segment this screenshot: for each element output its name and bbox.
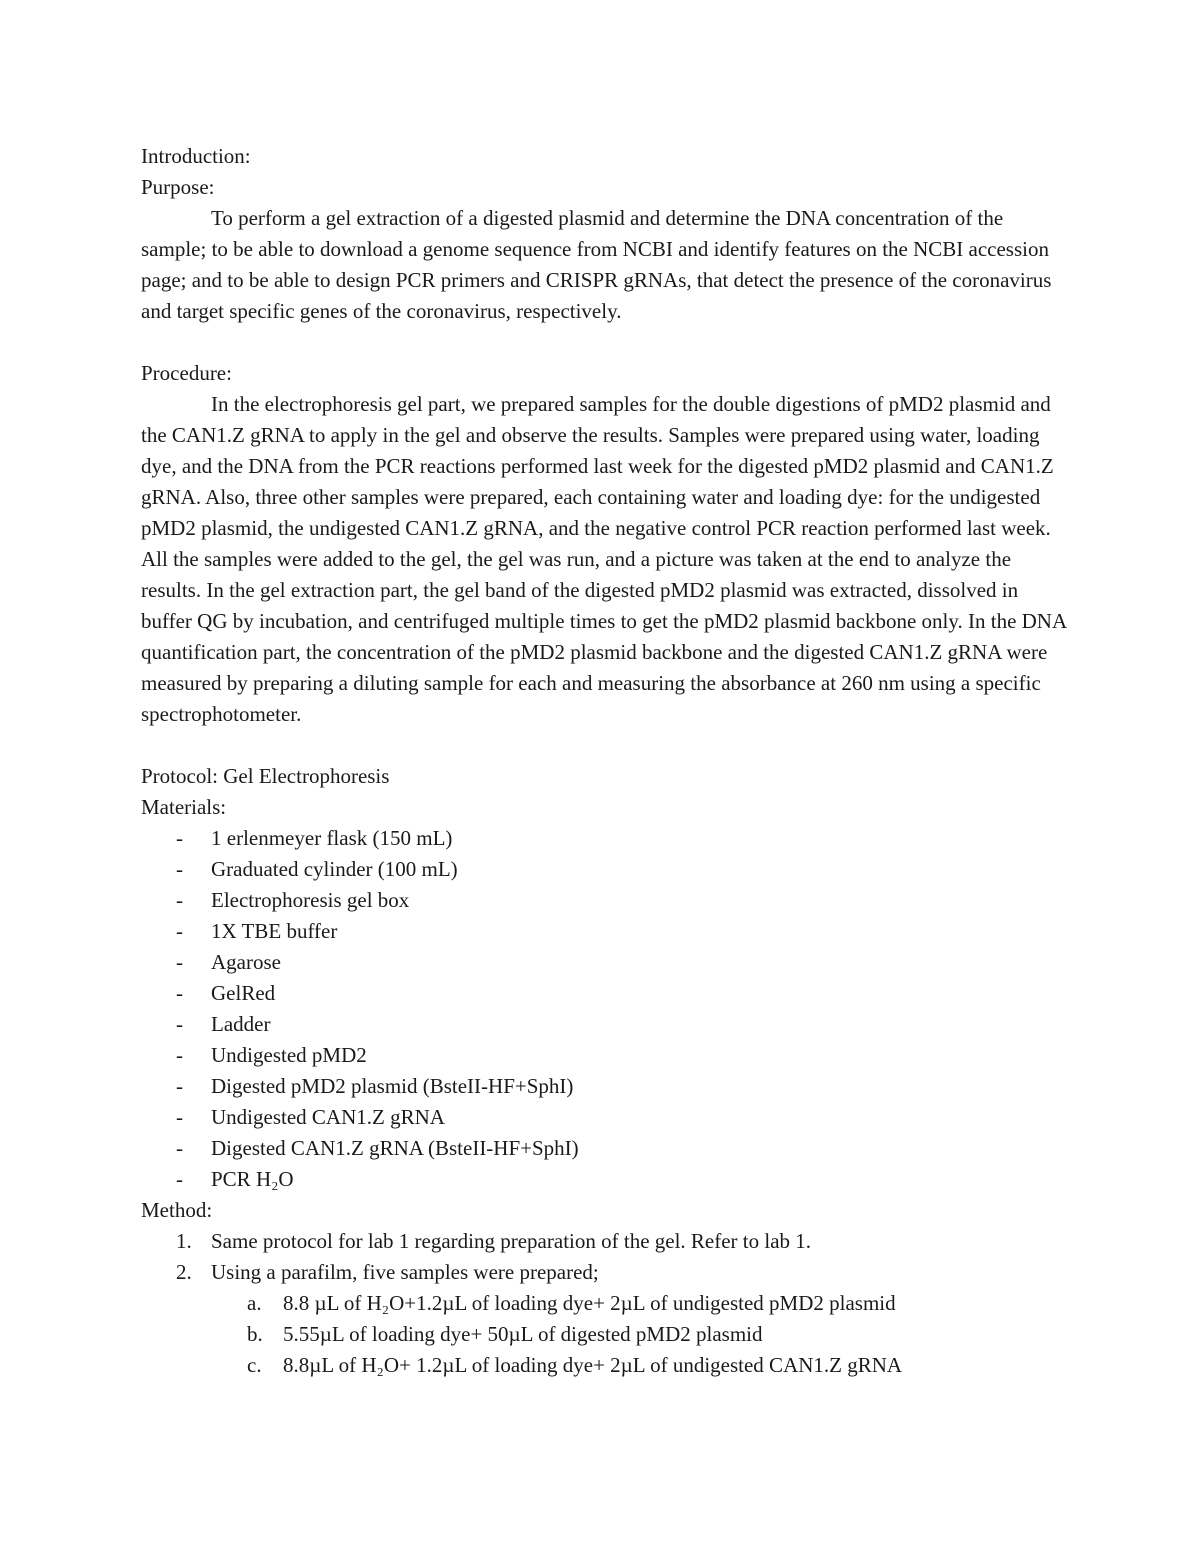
list-item — [141, 1164, 1071, 1195]
method-substep — [141, 1319, 1071, 1350]
step-text: Using a parafilm, five samples were prepared; — [211, 1260, 599, 1284]
procedure-heading: Procedure: — [141, 361, 232, 385]
introduction-heading: Introduction: — [141, 144, 251, 168]
material-name: 1 erlenmeyer flask (150 mL) — [211, 826, 453, 850]
spacer — [141, 327, 1071, 358]
list-item — [141, 1071, 1071, 1102]
list-item — [141, 916, 1071, 947]
bullet-dash: - — [176, 1012, 183, 1036]
bullet-dash: - — [176, 1105, 183, 1129]
list-item — [141, 1102, 1071, 1133]
list-item — [141, 1040, 1071, 1071]
document-page — [141, 141, 1071, 1381]
substep-letter: b. — [247, 1322, 263, 1346]
material-name: Undigested CAN1.Z gRNA — [211, 1105, 445, 1129]
bullet-dash: - — [176, 981, 183, 1005]
material-name: Undigested pMD2 — [211, 1043, 367, 1067]
purpose-paragraph: To perform a gel extraction of a digested plasmid and determine the DNA concentration of the sample; to be able to download a genome sequence from NCBI and identify features on the NCBI accession page; and to be able to design PCR primers and CRISPR gRNAs, that detect the presence of the coronavirus and target specific genes of the coronavirus, respectively. — [141, 206, 1052, 323]
bullet-dash: - — [176, 1167, 183, 1191]
step-text: Same protocol for lab 1 regarding preparation of the gel. Refer to lab 1. — [211, 1229, 812, 1253]
procedure-paragraph: In the electrophoresis gel part, we prepared samples for the double digestions of pMD2 plasmid and the CAN1.Z gRNA to apply in the gel and observe the results. Samples were prepared using water, loading dye, and the DNA from the PCR reactions performed last week for the digested pMD2 plasmid and CAN1.Z gRNA. Also, three other samples were prepared, each containing water and loading dye: for the undigested pMD2 plasmid, the undigested CAN1.Z gRNA, and the negative control PCR reaction performed last week. All the samples were added to the gel, the gel was run, and a picture was taken at the end to analyze the results. In the gel extraction part, the gel band of the digested pMD2 plasmid was extracted, dissolved in buffer QG by incubation, and centrifuged multiple times to get the pMD2 plasmid backbone only. In the DNA quantification part, the concentration of the pMD2 plasmid backbone and the digested CAN1.Z gRNA were measured by preparing a diluting sample for each and measuring the absorbance at 260 nm using a specific spectrophotometer. — [141, 392, 1066, 726]
step-number: 1. — [176, 1229, 192, 1253]
method-step — [141, 1257, 1071, 1288]
material-name: Ladder — [211, 1012, 271, 1036]
bullet-dash: - — [176, 1043, 183, 1067]
purpose-heading: Purpose: — [141, 175, 215, 199]
bullet-dash: - — [176, 1136, 183, 1160]
material-name: 1X TBE buffer — [211, 919, 338, 943]
materials-list — [141, 823, 1071, 1195]
bullet-dash: - — [176, 857, 183, 881]
list-item — [141, 947, 1071, 978]
spacer — [141, 730, 1071, 761]
method-heading: Method: — [141, 1198, 213, 1222]
substep-text: 8.8 µL of H₂O+1.2µL of loading dye+ 2µL of undigested pMD2 plasmid — [283, 1291, 896, 1315]
bullet-dash: - — [176, 826, 183, 850]
bullet-dash: - — [176, 888, 183, 912]
substep-text: 8.8µL of H₂O+ 1.2µL of loading dye+ 2µL of undigested CAN1.Z gRNA — [283, 1353, 903, 1377]
material-name: GelRed — [211, 981, 276, 1005]
material-name: Digested CAN1.Z gRNA (BsteII-HF+SphI) — [211, 1136, 579, 1160]
list-item — [141, 1133, 1071, 1164]
bullet-dash: - — [176, 1074, 183, 1098]
material-name: PCR H₂O — [211, 1167, 294, 1191]
step-number: 2. — [176, 1260, 192, 1284]
method-substep — [141, 1288, 1071, 1319]
material-name: Agarose — [211, 950, 281, 974]
bullet-dash: - — [176, 919, 183, 943]
material-name: Graduated cylinder (100 mL) — [211, 857, 458, 881]
list-item — [141, 1009, 1071, 1040]
list-item — [141, 885, 1071, 916]
material-name: Digested pMD2 plasmid (BsteII-HF+SphI) — [211, 1074, 574, 1098]
list-item — [141, 854, 1071, 885]
method-substep — [141, 1350, 1071, 1381]
method-step — [141, 1226, 1071, 1257]
materials-heading: Materials: — [141, 795, 227, 819]
list-item — [141, 978, 1071, 1009]
material-name: Electrophoresis gel box — [211, 888, 410, 912]
substep-text: 5.55µL of loading dye+ 50µL of digested pMD2 plasmid — [283, 1322, 763, 1346]
substep-letter: a. — [247, 1291, 262, 1315]
list-item — [141, 823, 1071, 854]
substep-letter: c. — [247, 1353, 262, 1377]
protocol-heading: Protocol: Gel Electrophoresis — [141, 764, 390, 788]
bullet-dash: - — [176, 950, 183, 974]
